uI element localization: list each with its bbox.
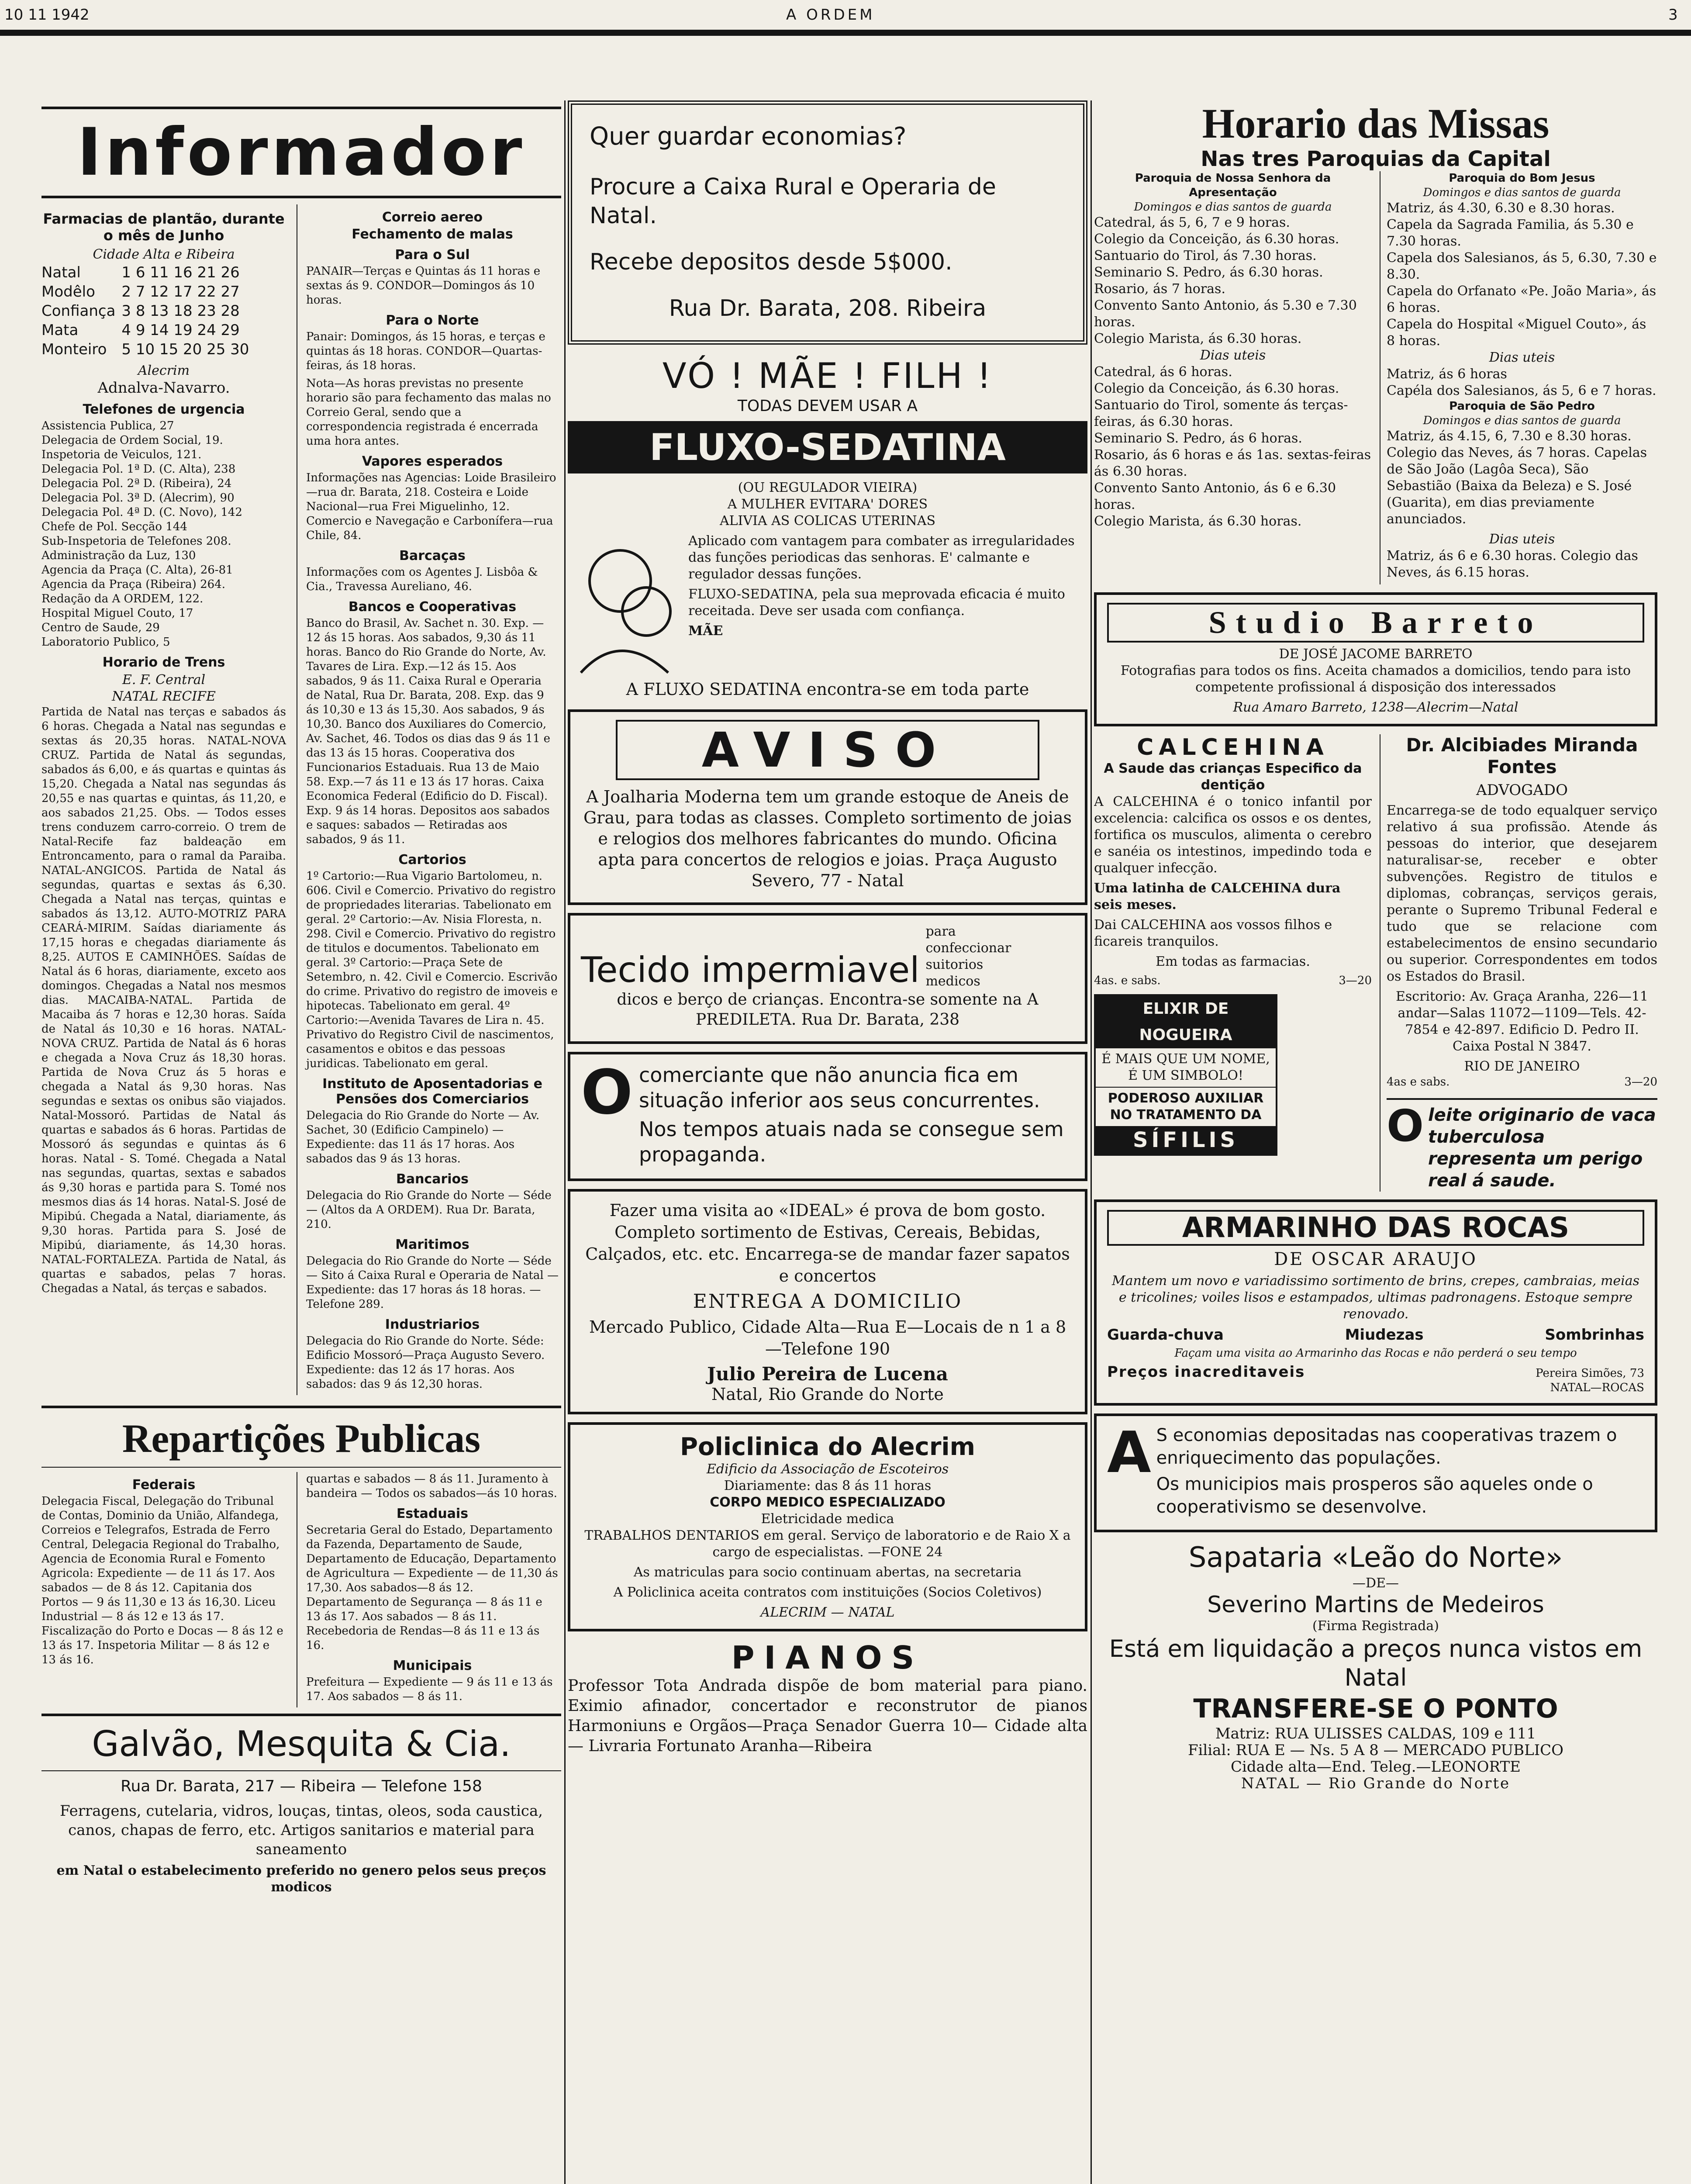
list-item: Inspetoria de Veiculos, 121. — [41, 448, 202, 461]
coop-text2: Os municipios mais prosperos são aqueles onde o cooperativismo se desenvolve. — [1156, 1474, 1593, 1517]
caixa-line1: Procure a Caixa Rural e Operaria de Natal. — [590, 174, 996, 229]
elixir-ad — [1094, 994, 1277, 1156]
armarinho-w2: Miudezas — [1345, 1326, 1424, 1344]
policlinica-trab: TRABALHOS DENTARIOS em geral. Serviço de laboratorio e de Raio X a cargo de especialistas. —FONE 24 — [584, 1528, 1071, 1560]
missas-right-uteis — [1387, 366, 1657, 399]
missas-right-list — [1387, 200, 1657, 349]
advogado-foot-right: 3—20 — [1624, 1075, 1657, 1089]
farmacia-days: 4 9 14 19 24 29 — [121, 321, 240, 339]
barcacas-title: Barcaças — [399, 548, 466, 563]
galvao-text: Ferragens, cutelaria, vidros, louças, tintas, oleos, soda caustica, canos, chapas de ferro, etc. Artigos sanitarios e material para saneamento — [59, 1802, 543, 1858]
list-item: Santuario do Tirol, somente ás terças-feiras, ás 6.30 horas. — [1094, 397, 1348, 429]
calcehina-title: CALCEHINA — [1137, 734, 1329, 760]
elixir-line1: É MAIS QUE UM NOME, É UM SIMBOLO! — [1101, 1051, 1270, 1083]
policlinica-hours: Diariamente: das 8 ás 11 horas — [724, 1478, 932, 1493]
fluxo-p2: FLUXO-SEDATINA, pela sua meprovada eficacia é muito receitada. Deve ser usada com confiança. — [688, 587, 1065, 619]
fluxo-img-label: MÃE — [688, 623, 723, 639]
list-item: Agencia da Praça (Ribeira) 264. — [41, 578, 225, 591]
correio-nota: Nota—As horas previstas no presente horario são para fechamento das malas no Correio Geral, sendo que a correspondencia registrada é encerrada uma hora antes. — [306, 377, 551, 448]
list-item: Colegio da Conceição, ás 6.30 horas. — [1094, 232, 1339, 247]
maritimos-title: Maritimos — [395, 1237, 469, 1252]
informador-left — [41, 204, 286, 1395]
aviso-title: AVISO — [616, 720, 1039, 780]
federais-title: Federais — [132, 1477, 196, 1493]
armarinho-w1: Guarda-chuva — [1107, 1326, 1224, 1344]
caixa-line3: Rua Dr. Barata, 208. Ribeira — [669, 295, 987, 321]
missas-pedro-uteis-title: Dias uteis — [1489, 532, 1555, 547]
ideal-owner: Julio Pereira de Lucena — [707, 1363, 948, 1385]
aviso-text: A Joalharia Moderna tem um grande estoque de Aneis de Grau, para todas as classes. Completo sortimento de joias e relogios dos melhores fabricantes do mundo. Oficina apta para concertos de relogios e joias. Praça Augusto Severo, 77 - Natal — [583, 787, 1072, 890]
list-item: Hospital Miguel Couto, 17 — [41, 607, 193, 620]
industriarios-title: Industriarios — [385, 1317, 480, 1332]
list-item: Matriz, ás 4.30, 6.30 e 8.30 horas. — [1387, 200, 1615, 216]
armarinho-ad — [1094, 1199, 1657, 1406]
correio-sub: Fechamento de malas — [352, 227, 513, 242]
fluxo-foot: A FLUXO SEDATINA encontra-se em toda parte — [626, 680, 1029, 699]
correio-norte-text: Panair: Domingos, ás 15 horas, e terças e quintas ás 18 horas. CONDOR—Quartas-feiras, ás 18 horas. — [306, 330, 545, 372]
missas-left-sub: Domingos e dias santos de guarda — [1134, 200, 1332, 214]
coop-ad — [1094, 1413, 1657, 1532]
sapataria-matriz: Matriz: RUA ULISSES CALDAS, 109 e 111 — [1215, 1725, 1536, 1742]
leite-text: leite originario de vaca tuberculosa representa um perigo real á saude. — [1428, 1105, 1656, 1191]
bancos-text: Banco do Brasil, Av. Sachet n. 30. Exp. — 12 ás 15 horas. Aos sabados, 9,30 ás 11 horas. Banco do Rio Grande do Norte, Av. Tavares de Lira. Exp.—12 ás 15. Aos sabados, 9 ás 11. Caixa Rural e Operaria de Natal, Rua Dr. Barata, 208. Exp. das 9 ás 10,30 e 13 ás 15,30. Aos sabados, 9 ás 10,30. Banco dos Auxiliares do Comercio, Av. Sachet, 46. Todos os dias das 9 ás 11 e das 13 ás 15 horas. Cooperativa dos Funcionarios Estaduais. Rua 13 de Maio 58. Exp.—7 ás 11 e 13 ás 17 horas. Caixa Economica Federal (Edificio do D. Fiscal). Exp. 9 ás 14 horas. Depositos aos sabados e saques: sabados — Retiradas aos sabados, 9 ás 11. — [306, 617, 551, 846]
missas-pedro-text: Matriz, ás 4.15, 6, 7.30 e 8.30 horas. Colegio das Neves, ás 7 horas. Capelas de São João (Lagôa Seca), São Sebastião (Baixa da Beleza) e S. José (Guarita), em dias previamente anunciados. — [1387, 429, 1647, 527]
armarinho-text: Mantem um novo e variadissimo sortimento de brins, crepes, cambraias, meias e tricolines; voiles lisos e estampados, ultimas padronagens. Estoque sempre renovado. — [1111, 1273, 1640, 1322]
calcehina-text: A CALCEHINA é o tonico infantil por excelencia: calcifica os ossos e os dentes, fortifica os musculos, alimenta o cerebro e sanéia os intestinos, impedindo toda e qualquer infecção. — [1094, 794, 1372, 876]
list-item: Seminario S. Pedro, ás 6 horas. — [1094, 431, 1302, 446]
comerciante-text2: Nos tempos atuais nada se consegue sem propaganda. — [639, 1117, 1064, 1166]
missas-pedro-sub: Domingos e dias santos de guarda — [1423, 414, 1621, 427]
policlinica-matriculas: As matriculas para socio continuam abertas, na secretaria — [633, 1565, 1022, 1580]
sapataria-text: Está em liquidação a preços nunca vistos em Natal — [1109, 1635, 1643, 1691]
fluxo-tag2: A MULHER EVITARA' DORES — [727, 497, 928, 512]
reparticoes-title: Repartições Publicas — [122, 1416, 481, 1461]
calcehina-sub: A Saude das crianças Especifico da dentição — [1104, 761, 1362, 793]
advogado-title: ADVOGADO — [1476, 781, 1568, 799]
sapataria-firma: (Firma Registrada) — [1312, 1618, 1439, 1634]
galvao-rule-thin — [41, 1770, 561, 1771]
farmacias-sub: Cidade Alta e Ribeira — [93, 247, 235, 262]
list-item: Seminario S. Pedro, ás 6.30 horas. — [1094, 265, 1323, 280]
fluxo-text — [688, 533, 1087, 677]
inst-text: Delegacia do Rio Grande do Norte — Av. Sachet, 30 (Edificio Campinelo) — Expediente: das 11 ás 17 horas. Aos sabados das 9 ás 13 horas. — [306, 1109, 540, 1165]
sapataria-de: —DE— — [1353, 1576, 1399, 1591]
calcehina-text4: Em todas as farmacias. — [1156, 954, 1310, 969]
maritimos-text: Delegacia do Rio Grande do Norte — Séde — Sito á Caixa Rural e Operaria de Natal — Expediente: das 17 horas ás 18 horas. — Telefone 289. — [306, 1254, 559, 1311]
fluxo-sub: TODAS DEVEM USAR A — [737, 397, 918, 415]
list-item: Santuario do Tirol, ás 7.30 horas. — [1094, 248, 1317, 263]
list-item: Laboratorio Publico, 5 — [41, 636, 170, 649]
estaduais-text: Secretaria Geral do Estado, Departamento da Fazenda, Departamento de Saude, Departamento de Educação, Departamento de Agricultura — Expediente — de 11,30 ás 17,30. Aos sabados—8 ás 12. Departamento de Segurança — 8 ás 11 e 13 ás 17. Aos sabados — 8 ás 11. Recebedoria de Rendas—8 ás 11 e 13 ás 16. — [306, 1524, 558, 1652]
federais-text: Delegacia Fiscal, Delegação do Tribunal de Contas, Dominio da União, Alfandega, Correios e Telegrafos, Estrada de Ferro Central, Delegacia Regional do Trabalho, Agencia de Economia Rural e Fomento Agricola: Expediente — de 11 ás 17. Aos sabados — de 8 ás 12. Capitania dos Portos — 9 ás 11,30 e 13 ás 16,30. Liceu Industrial — 8 ás 12 e 13 ás 17. Fiscalização do Porto e Docas — 8 ás 12 e 13 ás 17. Inspetoria Militar — 8 ás 12 e 13 ás 16. — [41, 1495, 283, 1666]
table-row — [41, 282, 255, 301]
list-item: Convento Santo Antonio, ás 6 e 6.30 horas. — [1094, 480, 1336, 512]
farmacias-table — [41, 263, 255, 359]
calcehina-column — [1094, 734, 1372, 1192]
advogado-text: Encarrega-se de todo equalquer serviço relativo á sua profissão. Atende ás pessoas do interior, que desejarem naturalisar-se, receber e obter subvenções. Registro de titulos e diplomas, cobranças, serviços gerais, perante o Supremo Tribunal Federal e tudo que se relacione com estabelecimentos de ensino secundario ou superior. Correspondentes em todos os Estados do Brasil. — [1387, 803, 1657, 984]
galvao-rule — [41, 1714, 561, 1716]
comerciante-initial: O — [581, 1057, 633, 1128]
missas-left-uteis-title: Dias uteis — [1200, 348, 1266, 363]
missas-pedro-uteis: Matriz, ás 6 e 6.30 horas. Colegio das Neves, ás 6.15 horas. — [1387, 548, 1638, 580]
reparticoes-rule — [41, 1406, 561, 1408]
advogado-foot-left: 4as e sabs. — [1387, 1075, 1450, 1089]
missas-left-list — [1094, 214, 1372, 347]
table-row — [41, 321, 255, 340]
sapataria-leonorte: Cidade alta—End. Teleg.—LEONORTE — [1231, 1758, 1521, 1776]
list-item: Convento Santo Antonio, ás 5.30 e 7.30 horas. — [1094, 298, 1357, 330]
calcehina-text2: Uma latinha de CALCEHINA dura seis meses. — [1094, 881, 1341, 912]
inst-title: Instituto de Aposentadorias e Pensões dos Comerciarios — [322, 1076, 542, 1107]
list-item: Colegio Marista, ás 6.30 horas. — [1094, 331, 1302, 346]
armarinho-foot — [1107, 1363, 1644, 1395]
missas-left — [1094, 171, 1372, 584]
correio-column — [297, 204, 559, 1395]
advogado-escritorio: Escritorio: Av. Graça Aranha, 226—11 andar—Salas 11072—1109—Tels. 42-7854 e 42-897. Edificio D. Pedro II. Caixa Postal N 3847. — [1395, 989, 1649, 1054]
trens-title: Horario de Trens — [102, 655, 225, 670]
farmacia-days: 2 7 12 17 22 27 — [121, 283, 240, 301]
caixa-headline: Quer guardar economias? — [590, 122, 907, 151]
list-item: Assistencia Publica, 27 — [41, 419, 174, 432]
armarinho-line: Façam uma visita ao Armarinho das Rocas e não perderá o seu tempo — [1174, 1347, 1577, 1360]
policlinica-title: Policlinica do Alecrim — [680, 1433, 975, 1461]
fluxo-illustration — [568, 533, 681, 677]
coop-text: S economias depositadas nas cooperativas trazem o enriquecimento das populações. — [1156, 1425, 1617, 1468]
vapores-title: Vapores esperados — [362, 454, 503, 469]
sapataria-transfere: TRANSFERE-SE O PONTO — [1193, 1693, 1558, 1724]
vapores-text: Informações nas Agencias: Loide Brasileiro—rua dr. Barata, 218. Costeira e Loide Nacional—rua Frei Miguelinho, 12. Comercio e Navegação e Carbonífera—rua Chile, 84. — [306, 471, 556, 542]
armarinho-addr: Pereira Simões, 73 NATAL—ROCAS — [1536, 1367, 1644, 1394]
estaduais-title: Estaduais — [396, 1506, 469, 1521]
advogado-city: RIO DE JANEIRO — [1464, 1059, 1580, 1074]
calcehina-text3: Dai CALCEHINA aos vossos filhos e ficareis tranquilos. — [1094, 917, 1332, 949]
armarinho-owner: DE OSCAR ARAUJO — [1274, 1249, 1477, 1269]
calcehina-foot — [1094, 974, 1372, 988]
farmacia-name: Mata — [41, 321, 79, 339]
list-item: Delegacia Pol. 3ª D. (Alecrim), 90 — [41, 491, 235, 505]
column-rule-2 — [1091, 100, 1092, 2184]
correio-title: Correio aereo — [382, 210, 483, 225]
elixir-line3: SÍFILIS — [1096, 1126, 1276, 1154]
ideal-city: Natal, Rio Grande do Norte — [711, 1385, 944, 1404]
alecrim-title: Alecrim — [138, 363, 190, 378]
sapataria-city: NATAL — Rio Grande do Norte — [1241, 1775, 1511, 1792]
list-item: Catedral, ás 5, 6, 7 e 9 horas. — [1094, 215, 1290, 230]
missas-title: Horario das Missas — [1202, 100, 1550, 147]
federais-column — [41, 1472, 286, 1707]
list-item: Delegacia Pol. 4ª D. (C. Novo), 142 — [41, 506, 242, 519]
coop-initial: A — [1107, 1419, 1151, 1486]
mother-child-icon — [568, 533, 681, 677]
sapataria-owner: Severino Martins de Medeiros — [1207, 1592, 1544, 1618]
armarinho-words — [1107, 1326, 1644, 1344]
tecido-side: para confeccionar suitorios medicos — [925, 924, 1011, 989]
list-item: Delegacia Pol. 2ª D. (Ribeira), 24 — [41, 477, 232, 490]
sapataria-filial: Filial: RUA E — Ns. 5 A 8 — MERCADO PUBLICO — [1187, 1742, 1564, 1759]
policlinica-corpo: CORPO MEDICO ESPECIALIZADO — [710, 1495, 946, 1510]
missas-body — [1094, 171, 1657, 584]
farmacias-title: Farmacias de plantão, durante o mês de Junho — [43, 211, 285, 244]
advogado-column — [1380, 734, 1657, 1192]
elixir-title: ELIXIR DE NOGUEIRA — [1096, 996, 1276, 1048]
estaduais-column — [297, 1472, 559, 1707]
header-rule — [0, 30, 1691, 36]
caixa-line2: Recebe depositos desde 5$000. — [590, 249, 952, 275]
advogado-name: Dr. Alcibiades Miranda Fontes — [1406, 734, 1638, 778]
cartorios-text: 1º Cartorio:—Rua Vigario Bartolomeu, n. 606. Civil e Comercio. Privativo do registro de propriedades literarias. Tabelionato em geral. 2º Cartorio:—Av. Nisia Floresta, n. 298. Civil e Comercio. Privativo do registro de titulos e documentos. Tabelionato em geral. 3º Cartorio:—Praça Sete de Setembro, n. 42. Civil e Comercio. Escrivão do crime. Privativo do registro de imoveis e hipotecas. Tabelionato em geral. 4º Cartorio:—Avenida Tavares de Lira n. 45. Privativo do Registro Civil de nascimentos, casamentos e obitos e das pessoas juridicas. Tabelionato em geral. — [306, 870, 558, 1070]
trens-sub: E. F. Central — [122, 672, 206, 688]
correio-sul-text: PANAIR—Terças e Quintas ás 11 horas e sextas ás 9. CONDOR—Domingos ás 10 horas. — [306, 265, 541, 307]
estaduais-intro: quartas e sabados — 8 ás 11. Juramento à bandeira — Todos os sabados—ás 10 horas. — [306, 1472, 557, 1500]
trens-text: Partida de Natal nas terças e sabados ás 6 horas. Chegada a Natal nas segundas e sextas ás 20,35 horas. NATAL-NOVA CRUZ. Partida de Natal ás segundas, sabados ás 6,00, e ás quartas e quintas ás 15,20. Chegada a Natal nas segundas ás 20,55 e nas quartas e quintas, ás 11,20, e aos sabados 21,25. Obs. — Todos esses trens conduzem carro-correio. O trem de Natal-Recife faz baldeação em Entroncamento, para o ramal da Paraiba. NATAL-ANGICOS. Partida de Natal ás segundas, quartas e sextas ás 6,30. Chegada a Natal nas terças, quintas e sabados ás 13,12. AUTO-MOTRIZ PARA CEARÁ-MIRIM. Saídas diariamente ás 17,15 horas e chegadas diariamente ás 8,25. AUTOS E CAMINHÕES. Saídas de Natal ás 6 horas, diariamente, exceto aos domingos. Chegadas a Natal nos mesmos dias. MACAIBA-NATAL. Partida de Macaiba ás 7 horas e 12,30 horas. Saída de Natal ás 10,30 e 16 horas. NATAL-NOVA CRUZ. Partida de Natal ás 6 horas e chegada a Nova Cruz ás 18,30 horas. Partida de Nova Cruz ás 5 horas e chegada a Natal ás 9,30 horas. Nas segundas e sextas os onibus são viajados. Natal-Mossoró. Partidas de Natal ás quartas e sabados ás 6 horas. Partidas de Mossoró ás segundas e quintas ás 6 horas. Natal - S. Tomé. Chegada a Natal nas segundas, quartas, sextas e sabados ás 9,30 horas e partida para S. Tomé nos mesmos dias ás 14 horas. Natal-S. José de Mipibú. Chegada a Natal, diariamente, ás 9,30 horas. Partida para S. José de Mipibú, diariamente, ás 14,30 horas. NATAL-FORTALEZA. Partida de Natal, ás quartas e sabados, pelas 7 horas. Chegadas a Natal, ás terças e sabados. — [41, 705, 286, 1295]
tecido-header — [581, 923, 1074, 990]
ideal-ad — [568, 1189, 1087, 1414]
farmacia-name: Natal — [41, 264, 81, 281]
missas-right-sub: Domingos e dias santos de guarda — [1423, 186, 1621, 199]
list-item: Capela da Sagrada Familia, ás 5.30 e 7.30 horas. — [1387, 217, 1634, 249]
informador-bottom-rule — [41, 196, 561, 198]
calcehina-foot-left: 4as. e sabs. — [1094, 974, 1161, 987]
fluxo-brand: FLUXO-SEDATINA — [568, 421, 1087, 473]
informador-title: Informador — [77, 114, 526, 190]
list-item: Centro de Saude, 29 — [41, 621, 160, 634]
list-item: Delegacia Pol. 1ª D. (C. Alta), 238 — [41, 463, 236, 476]
calcehina-foot-right: 3—20 — [1339, 974, 1372, 987]
ideal-mercado: Mercado Publico, Cidade Alta—Rua E—Locais de n 1 a 8—Telefone 190 — [589, 1317, 1066, 1358]
list-item: Colegio Marista, ás 6.30 horas. — [1094, 514, 1302, 529]
bancos-title: Bancos e Cooperativas — [348, 599, 517, 615]
column-3 — [1094, 100, 1657, 2184]
ideal-entrega: ENTREGA A DOMICILIO — [693, 1290, 963, 1313]
studio-owner: DE JOSÉ JACOME BARRETO — [1279, 646, 1473, 662]
galvao-title: Galvão, Mesquita & Cia. — [92, 1724, 511, 1764]
alecrim-text: Adnalva-Navarro. — [97, 379, 230, 397]
aviso-ad — [568, 709, 1087, 905]
farmacia-days: 5 10 15 20 25 30 — [121, 341, 249, 358]
municipais-title: Municipais — [393, 1658, 472, 1673]
fluxo-tag3: ALIVIA AS COLICAS UTERINAS — [719, 513, 936, 529]
farmacia-name: Confiança — [41, 302, 116, 320]
correio-norte-title: Para o Norte — [386, 313, 479, 328]
farmacia-days: 3 8 13 18 23 28 — [121, 302, 240, 320]
missas-left-title: Paroquia de Nossa Senhora da Apresentação — [1135, 172, 1331, 199]
telefones-list — [41, 419, 286, 650]
comerciante-text: comerciante que não anuncia fica em situação inferior aos seus concurrentes. — [639, 1063, 1040, 1112]
farmacia-name: Monteiro — [41, 341, 107, 358]
missas-right-uteis-title: Dias uteis — [1489, 350, 1555, 365]
policlinica-sub: Edificio da Associação de Escoteiros — [706, 1462, 949, 1477]
list-item: Sub-Inspetoria de Telefones 208. — [41, 535, 231, 548]
comerciante-ad — [568, 1052, 1087, 1181]
informador-top-rule — [41, 107, 561, 109]
header-title: A ORDEM — [786, 6, 875, 24]
table-row — [41, 340, 255, 359]
list-item: Matriz, ás 6 horas — [1387, 366, 1507, 382]
bancarios-title: Bancarios — [396, 1171, 469, 1187]
calcehina-advogado — [1094, 734, 1657, 1192]
list-item: Catedral, ás 6 horas. — [1094, 364, 1232, 380]
trens-route: NATAL RECIFE — [112, 689, 216, 704]
fluxo-ad — [568, 352, 1087, 702]
armarinho-precos: Preços inacreditaveis — [1107, 1363, 1305, 1381]
caixa-ad — [568, 100, 1087, 345]
missas-right-title: Paroquia do Bom Jesus — [1449, 172, 1595, 185]
industriarios-text: Delegacia do Rio Grande do Norte. Séde: Edificio Mossoró—Praça Augusto Severo. Expediente: das 12 ás 17 horas. Aos sabados: das 9 ás 12,30 horas. — [306, 1334, 545, 1391]
studio-title: Studio Barreto — [1107, 603, 1644, 643]
column-1 — [41, 100, 561, 2184]
missas-sub: Nas tres Paroquias da Capital — [1201, 147, 1551, 171]
column-2 — [568, 100, 1087, 2184]
list-item: Colegio da Conceição, ás 6.30 horas. — [1094, 381, 1339, 396]
list-item: Administração da Luz, 130 — [41, 549, 196, 562]
fluxo-p1: Aplicado com vantagem para combater as irregularidades das funções periodicas das senhoras. E' calmante e regulador dessas funções. — [688, 533, 1075, 582]
list-item: Rosario, ás 7 horas. — [1094, 281, 1225, 297]
policlinica-elec: Eletricidade medica — [761, 1511, 894, 1527]
list-item: Chefe de Pol. Secção 144 — [41, 520, 187, 533]
advogado-foot — [1387, 1075, 1657, 1089]
studio-text: Fotografias para todos os fins. Aceita chamados a domicilios, tendo para isto competente profissional á disposição dos interessados — [1120, 663, 1631, 695]
list-item: Capela do Orfanato «Pe. João Maria», ás 6 horas. — [1387, 283, 1656, 315]
missas-right — [1380, 171, 1657, 584]
cartorios-title: Cartorios — [398, 852, 466, 867]
fluxo-headline: VÓ ! MÃE ! FILH ! — [662, 356, 993, 396]
tecido-ad — [568, 913, 1087, 1044]
list-item: Rosario, ás 6 horas e ás 1as. sextas-feiras ás 6.30 horas. — [1094, 447, 1371, 479]
table-row — [41, 301, 255, 321]
fluxo-body — [568, 533, 1087, 677]
policlinica-contratos: A Policlinica aceita contratos com instituições (Socios Coletivos) — [613, 1585, 1042, 1600]
pianos-text: Professor Tota Andrada dispõe de bom material para piano. Eximio afinador, concertador e reconstrutor de pianos Harmoniuns e Orgãos—Praça Senador Guerra 10— Cidade alta— Livraria Fortunato Aranha—Ribeira — [568, 1677, 1087, 1755]
list-item: Agencia da Praça (C. Alta), 26-81 — [41, 563, 233, 577]
galvao-address: Rua Dr. Barata, 217 — Ribeira — Telefone 158 — [121, 1777, 482, 1795]
sapataria-title: Sapataria «Leão do Norte» — [1188, 1541, 1563, 1574]
leite-initial: O — [1387, 1100, 1424, 1151]
header-date: 10 11 1942 — [4, 6, 90, 24]
bancarios-text: Delegacia do Rio Grande do Norte — Séde — (Altos da A ORDEM). Rua Dr. Barata, 210. — [306, 1189, 552, 1231]
column-rule-1 — [564, 100, 566, 2184]
farmacia-name: Modêlo — [41, 283, 95, 301]
coop-body — [1156, 1424, 1644, 1522]
comerciante-body — [639, 1062, 1074, 1171]
leite-ad — [1387, 1098, 1657, 1192]
missas-pedro-title: Paroquia de São Pedro — [1449, 400, 1595, 413]
armarinho-w3: Sombrinhas — [1545, 1326, 1644, 1344]
list-item: Capéla dos Salesianos, ás 5, 6 e 7 horas. — [1387, 383, 1656, 398]
header-page: 3 — [1668, 6, 1678, 24]
policlinica-ad — [568, 1422, 1087, 1631]
correio-sul-title: Para o Sul — [395, 247, 470, 263]
reparticoes-body — [41, 1472, 561, 1707]
farmacia-days: 1 6 11 16 21 26 — [121, 264, 240, 281]
tecido-text: dicos e berço de crianças. Encontra-se somente na A PREDILETA. Rua Dr. Barata, 238 — [617, 991, 1039, 1029]
studio-ad — [1094, 592, 1657, 726]
tecido-title: Tecido impermiavel — [581, 950, 920, 990]
reparticoes-rule-thin — [41, 1467, 561, 1468]
studio-address: Rua Amaro Barreto, 1238—Alecrim—Natal — [1233, 700, 1518, 715]
telefones-title: Telefones de urgencia — [83, 402, 245, 417]
galvao-natal-text: em Natal o estabelecimento preferido no genero pelos seus preços modicos — [56, 1863, 546, 1895]
list-item: Delegacia de Ordem Social, 19. — [41, 434, 223, 447]
informador-body — [41, 204, 561, 1395]
list-item: Capela dos Salesianos, ás 5, 6.30, 7.30 e 8.30. — [1387, 250, 1657, 282]
ideal-text: Fazer uma visita ao «IDEAL» é prova de bom gosto. Completo sortimento de Estivas, Cereais, Bebidas, Calçados, etc. etc. Encarrega-se de mandar fazer sapatos e concertos — [585, 1201, 1070, 1286]
list-item: Capela do Hospital «Miguel Couto», ás 8 horas. — [1387, 317, 1646, 349]
barcacas-text: Informações com os Agentes J. Lisbôa & Cia., Travessa Aureliano, 46. — [306, 566, 538, 593]
elixir-line2: PODEROSO AUXILIAR NO TRATAMENTO DA — [1096, 1087, 1276, 1126]
table-row — [41, 263, 255, 282]
municipais-text: Prefeitura — Expediente — 9 ás 11 e 13 ás 17. Aos sabados — 8 ás 11. — [306, 1676, 553, 1703]
policlinica-city: ALECRIM — NATAL — [760, 1605, 895, 1620]
list-item: Redação da A ORDEM, 122. — [41, 592, 204, 605]
fluxo-tag1: (OU REGULADOR VIEIRA) — [738, 480, 918, 495]
pianos-title: PIANOS — [731, 1639, 924, 1676]
missas-left-uteis — [1094, 364, 1372, 530]
armarinho-title: ARMARINHO DAS ROCAS — [1107, 1210, 1644, 1246]
sapataria-ad — [1094, 1540, 1657, 1792]
